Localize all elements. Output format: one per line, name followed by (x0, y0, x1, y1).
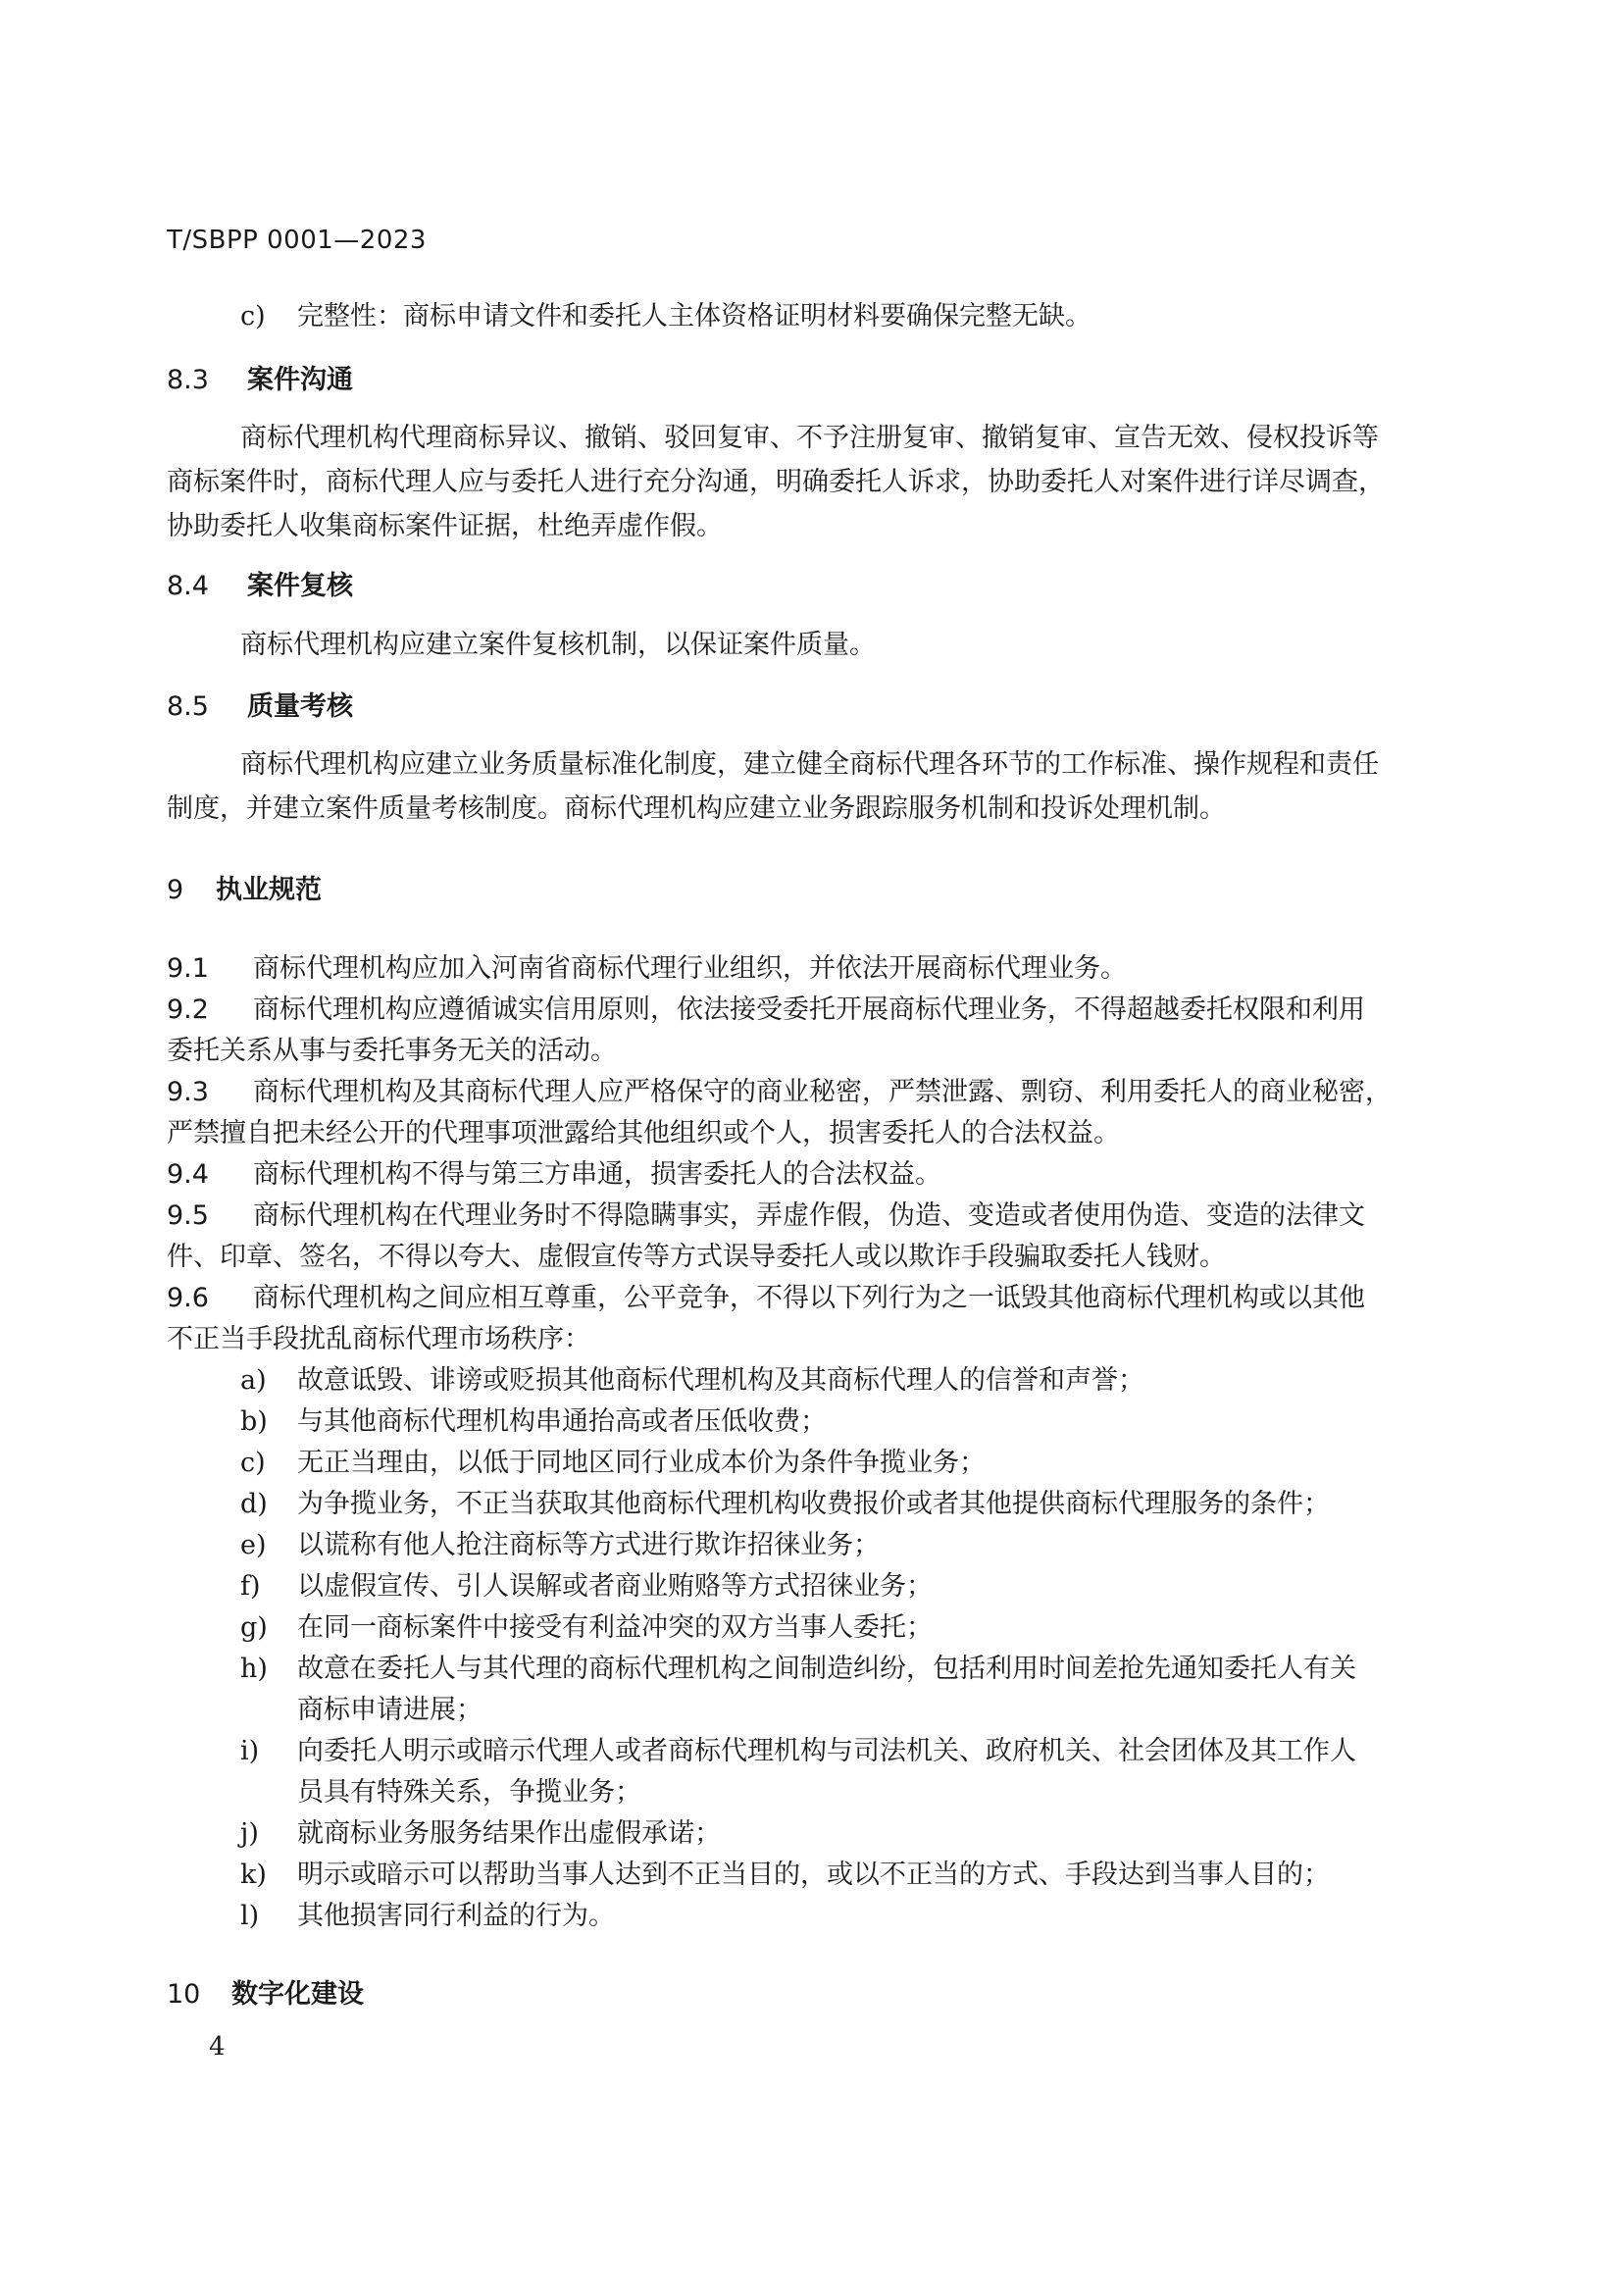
section-title: 质量考核 (247, 691, 353, 722)
clause-text: 商标代理机构不得与第三方串通，损害委托人的合法权益。 (253, 1159, 941, 1190)
list-text: 为争揽业务，不正当获取其他商标代理机构收费报价或者其他提供商标代理服务的条件； (297, 1489, 1330, 1519)
section-number: 9 (167, 875, 184, 905)
list-text: 明示或暗示可以帮助当事人达到不正当目的，或以不正当的方式、手段达到当事人目的； (297, 1860, 1330, 1890)
section-number: 8.3 (167, 365, 209, 395)
list-item (240, 1446, 986, 1481)
section-number: 8.5 (167, 691, 209, 722)
section-title: 执业规范 (216, 875, 322, 905)
clause-number: 9.5 (167, 1200, 209, 1231)
list-text: 故意在委托人与其代理的商标代理机构之间制造纠纷，包括利用时间差抢先通知委托人有关 (297, 1654, 1356, 1684)
clause-9-2 (167, 993, 1365, 1028)
paragraph-line: 商标代理机构应建立案件复核机制，以保证案件质量。 (240, 630, 876, 660)
list-item (240, 1363, 1144, 1399)
paragraph-line: 制度，并建立案件质量考核制度。商标代理机构应建立业务跟踪服务机制和投诉处理机制。 (167, 793, 1226, 824)
paragraph-line: 商标代理机构代理商标异议、撤销、驳回复审、不予注册复审、撤销复审、宣告无效、侵权投诉等 (240, 423, 1379, 453)
section-title: 数字化建设 (231, 1979, 364, 2010)
list-item (240, 1734, 1356, 1769)
paragraph-line: 商标案件时，商标代理人应与委托人进行充分沟通，明确委托人诉求，协助委托人对案件进行详尽调查， (167, 467, 1385, 497)
clause-number: 9.1 (167, 953, 209, 984)
list-item (240, 1610, 933, 1646)
list-marker: c) (240, 301, 266, 331)
list-text-cont: 员具有特殊关系，争揽业务； (297, 1777, 641, 1808)
list-text-cont: 商标申请进展； (297, 1695, 482, 1725)
paragraph-line: 协助委托人收集商标案件证据，杜绝弄虚作假。 (167, 511, 723, 541)
clause-9-3 (167, 1075, 1392, 1110)
list-item (240, 1652, 1356, 1687)
section-heading-8-3 (167, 363, 353, 398)
section-title: 案件沟通 (247, 365, 353, 395)
list-text: 以谎称有他人抢注商标等方式进行欺诈招徕业务； (297, 1530, 880, 1560)
list-marker: d) (240, 1489, 268, 1519)
clause-9-4 (167, 1157, 941, 1193)
list-marker: a) (240, 1365, 267, 1396)
list-item (240, 1569, 933, 1605)
paragraph-line: 商标代理机构应建立业务质量标准化制度，建立健全商标代理各环节的工作标准、操作规程和责任 (240, 749, 1379, 780)
clause-text-cont: 不正当手段扰乱商标代理市场秩序： (167, 1324, 590, 1354)
list-marker: e) (240, 1530, 267, 1560)
doc-code-header: T/SBPP 0001—2023 (167, 226, 427, 255)
clause-number: 9.4 (167, 1159, 209, 1190)
section-title: 案件复核 (247, 571, 353, 601)
clause-number: 9.3 (167, 1077, 209, 1107)
list-text: 与其他商标代理机构串通抬高或者压低收费； (297, 1406, 827, 1437)
list-text: 以虚假宣传、引人误解或者商业贿赂等方式招徕业务； (297, 1571, 933, 1602)
clause-text: 商标代理机构应遵循诚实信用原则，依法接受委托开展商标代理业务，不得超越委托权限和利用 (253, 994, 1365, 1025)
list-marker: b) (240, 1406, 268, 1437)
list-marker: c) (240, 1448, 266, 1478)
clause-text-cont: 件、印章、签名，不得以夸大、虚假宣传等方式误导委托人或以欺诈手段骗取委托人钱财。 (167, 1242, 1226, 1272)
clause-number: 9.2 (167, 994, 209, 1025)
clause-text-cont: 严禁擅自把未经公开的代理事项泄露给其他组织或个人，损害委托人的合法权益。 (167, 1118, 1120, 1148)
section-heading-9 (167, 873, 322, 908)
clause-text: 商标代理机构在代理业务时不得隐瞒事实，弄虚作假，伪造、变造或者使用伪造、变造的法律文 (253, 1200, 1365, 1231)
list-marker: j) (240, 1818, 259, 1849)
section-heading-10 (167, 1977, 364, 2013)
list-item (240, 299, 1091, 334)
list-marker: f) (240, 1571, 261, 1602)
list-text: 无正当理由，以低于同地区同行业成本价为条件争揽业务； (297, 1448, 986, 1478)
section-heading-8-4 (167, 569, 353, 604)
section-heading-8-5 (167, 689, 353, 725)
list-item (240, 1528, 880, 1563)
clause-text-cont: 委托关系从事与委托事务无关的活动。 (167, 1036, 617, 1066)
clause-9-5 (167, 1198, 1365, 1234)
list-item (240, 1404, 827, 1440)
list-item (240, 1899, 615, 1934)
list-text: 在同一商标案件中接受有利益冲突的双方当事人委托； (297, 1612, 933, 1643)
clause-9-6 (167, 1281, 1365, 1316)
list-item (240, 1816, 721, 1852)
clause-text: 商标代理机构应加入河南省商标代理行业组织，并依法开展商标代理业务。 (253, 953, 1127, 984)
page-number: 4 (209, 2032, 226, 2062)
section-number: 10 (167, 1979, 201, 2010)
list-marker: i) (240, 1736, 260, 1766)
list-marker: g) (240, 1612, 268, 1643)
list-text: 就商标业务服务结果作出虚假承诺； (297, 1818, 721, 1849)
clause-text: 商标代理机构之间应相互尊重，公平竞争，不得以下列行为之一诋毁其他商标代理机构或以其他 (253, 1283, 1365, 1313)
section-number: 8.4 (167, 571, 209, 601)
list-text: 向委托人明示或暗示代理人或者商标代理机构与司法机关、政府机关、社会团体及其工作人 (297, 1736, 1356, 1766)
list-marker: h) (240, 1654, 268, 1684)
list-item (240, 1858, 1330, 1893)
clause-number: 9.6 (167, 1283, 209, 1313)
list-text: 其他损害同行利益的行为。 (297, 1901, 615, 1931)
list-marker: l) (240, 1901, 260, 1931)
list-text: 完整性：商标申请文件和委托人主体资格证明材料要确保完整无缺。 (297, 301, 1091, 331)
list-item (240, 1487, 1330, 1522)
list-marker: k) (240, 1860, 267, 1890)
clause-text: 商标代理机构及其商标代理人应严格保守的商业秘密，严禁泄露、剽窃、利用委托人的商业秘密， (253, 1077, 1392, 1107)
clause-9-1 (167, 951, 1127, 987)
list-text: 故意诋毁、诽谤或贬损其他商标代理机构及其商标代理人的信誉和声誉； (297, 1365, 1144, 1396)
